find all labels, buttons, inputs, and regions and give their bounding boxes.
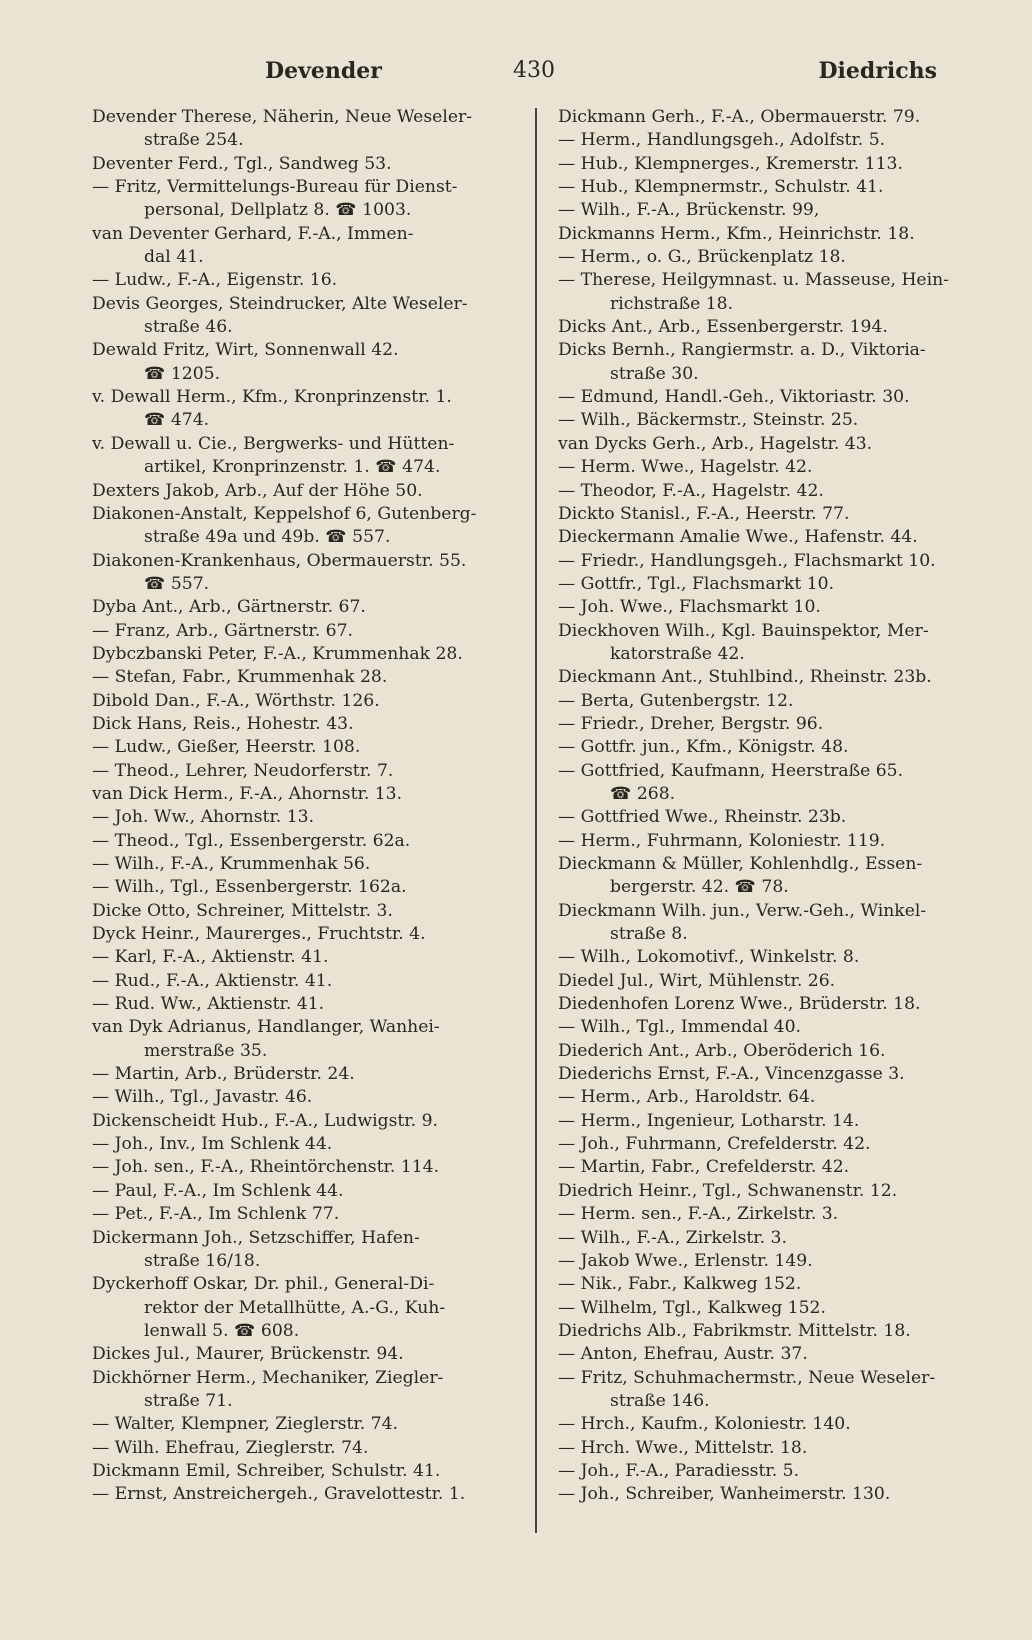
directory-entry-line: Dieckmann Wilh. jun., Verw.-Geh., Winkel- <box>558 900 927 921</box>
directory-entry-line: — Hrch., Kaufm., Koloniestr. 140. <box>558 1414 851 1435</box>
directory-entry-line: — Wilh., F.-A., Zirkelstr. 3. <box>558 1227 787 1248</box>
directory-entry-line: — Joh. sen., F.-A., Rheintörchenstr. 114. <box>92 1157 440 1178</box>
directory-entry-line: — Joh., Inv., Im Schlenk 44. <box>92 1134 333 1155</box>
directory-entry-line: Diakonen-Krankenhaus, Obermauerstr. 55. <box>92 550 467 571</box>
directory-entry-line: — Herm. sen., F.-A., Zirkelstr. 3. <box>558 1204 839 1225</box>
entry-continuation-line: ☎ 268. <box>610 783 676 804</box>
directory-entry-line: — Walter, Klempner, Zieglerstr. 74. <box>92 1414 399 1435</box>
entry-continuation-line: straße 254. <box>144 130 244 151</box>
page-number: 430 <box>513 58 555 83</box>
directory-entry-line: — Wilh., Tgl., Essenbergerstr. 162a. <box>92 877 407 898</box>
directory-entry-line: — Hrch. Wwe., Mittelstr. 18. <box>558 1437 808 1458</box>
directory-entry-line: — Theod., Tgl., Essenbergerstr. 62a. <box>92 830 411 851</box>
directory-entry-line: — Berta, Gutenbergstr. 12. <box>558 690 794 711</box>
entry-continuation-line: personal, Dellplatz 8. ☎ 1003. <box>144 200 412 221</box>
directory-entry-line: Dickenscheidt Hub., F.-A., Ludwigstr. 9. <box>92 1110 438 1131</box>
header-right-word: Diedrichs <box>818 58 937 84</box>
directory-entry-line: — Herm., Fuhrmann, Koloniestr. 119. <box>558 830 886 851</box>
directory-entry-line: Dieckmann & Müller, Kohlenhdlg., Essen- <box>558 854 923 874</box>
entry-continuation-line: straße 71. <box>144 1390 233 1411</box>
directory-entry-line: — Herm. Wwe., Hagelstr. 42. <box>558 457 813 478</box>
directory-entry-line: Dicks Ant., Arb., Essenbergerstr. 194. <box>558 317 888 338</box>
directory-entry-line: — Therese, Heilgymnast. u. Masseuse, Hein- <box>558 270 949 291</box>
entry-continuation-line: artikel, Kronprinzenstr. 1. ☎ 474. <box>144 457 441 478</box>
directory-entry-line: Dicks Bernh., Rangiermstr. a. D., Viktoria- <box>558 340 926 361</box>
directory-entry-line: — Joh., Schreiber, Wanheimerstr. 130. <box>558 1484 891 1505</box>
directory-entry-line: — Wilh., Bäckermstr., Steinstr. 25. <box>558 410 859 431</box>
directory-entry-line: — Paul, F.-A., Im Schlenk 44. <box>92 1180 344 1201</box>
entry-continuation-line: merstraße 35. <box>144 1040 268 1061</box>
entry-continuation-line: rektor der Metallhütte, A.-G., Kuh- <box>144 1297 446 1318</box>
directory-entry-line: Diedel Jul., Wirt, Mühlenstr. 26. <box>558 970 836 991</box>
directory-entry-line: Dickmanns Herm., Kfm., Heinrichstr. 18. <box>558 223 915 244</box>
directory-entry-line: — Herm., Arb., Haroldstr. 64. <box>558 1087 816 1108</box>
directory-entry-line: Dickermann Joh., Setzschiffer, Hafen- <box>92 1227 420 1248</box>
directory-entry-line: Diederichs Ernst, F.-A., Vincenzgasse 3. <box>558 1064 905 1085</box>
entry-continuation-line: straße 46. <box>144 317 233 338</box>
directory-entry-line: Dexters Jakob, Arb., Auf der Höhe 50. <box>92 480 423 501</box>
directory-entry-line: Dibold Dan., F.-A., Wörthstr. 126. <box>92 690 380 711</box>
entry-continuation-line: ☎ 557. <box>144 573 210 594</box>
directory-entry-line: — Pet., F.-A., Im Schlenk 77. <box>92 1204 340 1225</box>
directory-entry-line: — Anton, Ehefrau, Austr. 37. <box>558 1344 808 1365</box>
directory-entry-line: Deventer Ferd., Tgl., Sandweg 53. <box>92 153 392 174</box>
entry-continuation-line: straße 49a und 49b. ☎ 557. <box>144 527 391 548</box>
directory-entry-line: Dyba Ant., Arb., Gärtnerstr. 67. <box>92 597 366 618</box>
directory-entry-line: — Friedr., Dreher, Bergstr. 96. <box>558 713 824 734</box>
entry-continuation-line: ☎ 474. <box>144 410 210 431</box>
directory-entry-line: — Ernst, Anstreichergeh., Gravelottestr. 1. <box>92 1484 466 1505</box>
directory-entry-line: — Wilh., Tgl., Immendal 40. <box>558 1017 801 1038</box>
directory-entry-line: — Hub., Klempnermstr., Schulstr. 41. <box>558 177 884 198</box>
directory-entry-line: Dick Hans, Reis., Hohestr. 43. <box>92 713 354 734</box>
header-left-word: Devender <box>265 58 382 84</box>
directory-entry-line: Dieckhoven Wilh., Kgl. Bauinspektor, Mer- <box>558 620 929 641</box>
directory-entry-line: — Ludw., Gießer, Heerstr. 108. <box>92 737 361 758</box>
directory-entry-line: Dyckerhoff Oskar, Dr. phil., General-Di- <box>92 1274 435 1295</box>
directory-entry-line: — Ludw., F.-A., Eigenstr. 16. <box>92 270 338 291</box>
directory-entry-line: — Fritz, Schuhmachermstr., Neue Weseler- <box>558 1367 936 1388</box>
directory-entry-line: — Karl, F.-A., Aktienstr. 41. <box>92 947 329 968</box>
directory-entry-line: Dickmann Emil, Schreiber, Schulstr. 41. <box>92 1460 441 1481</box>
directory-entry-line: Dickhörner Herm., Mechaniker, Ziegler- <box>92 1367 444 1388</box>
entry-continuation-line: straße 30. <box>610 363 699 384</box>
directory-entry-line: — Joh. Ww., Ahornstr. 13. <box>92 807 315 828</box>
entry-continuation-line: dal 41. <box>144 247 204 268</box>
directory-entry-line: Diedenhofen Lorenz Wwe., Brüderstr. 18. <box>558 994 921 1015</box>
directory-entry-line: — Wilh., F.-A., Krummenhak 56. <box>92 854 371 874</box>
directory-entry-line: Devender Therese, Näherin, Neue Weseler- <box>92 107 473 127</box>
directory-entry-line: — Gottfr. jun., Kfm., Königstr. 48. <box>558 737 849 758</box>
directory-entry-line: — Gottfr., Tgl., Flachsmarkt 10. <box>558 573 835 594</box>
directory-entry-line: Dickmann Gerh., F.-A., Obermauerstr. 79. <box>558 107 921 127</box>
directory-entry-line: Dyck Heinr., Maurerges., Fruchtstr. 4. <box>92 924 426 945</box>
page-header <box>95 58 937 98</box>
entry-continuation-line: straße 146. <box>610 1390 710 1411</box>
directory-entry-line: v. Dewall u. Cie., Bergwerks- und Hütten- <box>92 433 455 454</box>
directory-entry-line: — Stefan, Fabr., Krummenhak 28. <box>92 667 388 688</box>
directory-entry-line: — Wilh., Tgl., Javastr. 46. <box>92 1087 313 1108</box>
entry-continuation-line: lenwall 5. ☎ 608. <box>144 1320 300 1341</box>
directory-entry-line: Dickes Jul., Maurer, Brückenstr. 94. <box>92 1344 404 1365</box>
directory-entry-line: Dybczbanski Peter, F.-A., Krummenhak 28. <box>92 643 463 664</box>
directory-entry-line: — Gottfried Wwe., Rheinstr. 23b. <box>558 807 847 828</box>
directory-entry-line: van Deventer Gerhard, F.-A., Immen- <box>92 223 414 244</box>
right-column <box>558 106 983 1507</box>
directory-entry-line: — Nik., Fabr., Kalkweg 152. <box>558 1274 802 1295</box>
directory-entry-line: — Wilh., Lokomotivf., Winkelstr. 8. <box>558 947 860 968</box>
directory-entry-line: — Fritz, Vermittelungs-Bureau für Dienst- <box>92 177 458 198</box>
directory-entry-line: — Wilh., F.-A., Brückenstr. 99, <box>558 200 820 221</box>
directory-entry-line: Diakonen-Anstalt, Keppelshof 6, Gutenberg- <box>92 503 477 524</box>
directory-entry-line: — Joh. Wwe., Flachsmarkt 10. <box>558 597 821 618</box>
directory-entry-line: — Herm., Ingenieur, Lotharstr. 14. <box>558 1110 860 1131</box>
directory-entry-line: Devis Georges, Steindrucker, Alte Weseler- <box>92 293 468 314</box>
directory-entry-line: — Joh., F.-A., Paradiesstr. 5. <box>558 1460 800 1481</box>
directory-entry-line: — Herm., o. G., Brückenplatz 18. <box>558 247 846 268</box>
directory-entry-line: van Dyk Adrianus, Handlanger, Wanhei- <box>92 1017 440 1038</box>
entry-continuation-line: bergerstr. 42. ☎ 78. <box>610 877 789 898</box>
directory-entry-line: — Theodor, F.-A., Hagelstr. 42. <box>558 480 824 501</box>
entry-continuation-line: katorstraße 42. <box>610 643 745 664</box>
directory-entry-line: Dewald Fritz, Wirt, Sonnenwall 42. <box>92 340 399 361</box>
directory-entry-line: — Friedr., Handlungsgeh., Flachsmarkt 10. <box>558 550 936 571</box>
directory-entry-line: — Edmund, Handl.-Geh., Viktoriastr. 30. <box>558 387 910 408</box>
directory-entry-line: — Gottfried, Kaufmann, Heerstraße 65. <box>558 760 904 781</box>
directory-entry-line: — Hub., Klempnerges., Kremerstr. 113. <box>558 153 903 174</box>
directory-entry-line: — Franz, Arb., Gärtnerstr. 67. <box>92 620 353 641</box>
directory-entry-line: Dickto Stanisl., F.-A., Heerstr. 77. <box>558 503 850 524</box>
directory-entry-line: — Martin, Fabr., Crefelderstr. 42. <box>558 1157 850 1178</box>
directory-entry-line: — Rud. Ww., Aktienstr. 41. <box>92 994 325 1015</box>
directory-entry-line: Dieckermann Amalie Wwe., Hafenstr. 44. <box>558 527 918 548</box>
directory-entry-line: Diedrich Heinr., Tgl., Schwanenstr. 12. <box>558 1180 898 1201</box>
directory-entry-line: van Dycks Gerh., Arb., Hagelstr. 43. <box>558 433 873 454</box>
directory-entry-line: — Jakob Wwe., Erlenstr. 149. <box>558 1250 813 1271</box>
directory-entry-line: Dieckmann Ant., Stuhlbind., Rheinstr. 23b. <box>558 667 932 688</box>
left-column <box>92 106 512 1507</box>
directory-entry-line: — Joh., Fuhrmann, Crefelderstr. 42. <box>558 1134 871 1155</box>
directory-entry-line: — Rud., F.-A., Aktienstr. 41. <box>92 970 333 991</box>
directory-entry-line: — Herm., Handlungsgeh., Adolfstr. 5. <box>558 130 886 151</box>
column-divider <box>535 108 537 1533</box>
directory-entry-line: van Dick Herm., F.-A., Ahornstr. 13. <box>92 783 403 804</box>
directory-entry-line: — Martin, Arb., Brüderstr. 24. <box>92 1064 355 1085</box>
directory-entry-line: — Theod., Lehrer, Neudorferstr. 7. <box>92 760 394 781</box>
entry-continuation-line: richstraße 18. <box>610 293 734 314</box>
directory-entry-line: Dicke Otto, Schreiner, Mittelstr. 3. <box>92 900 393 921</box>
directory-entry-line: v. Dewall Herm., Kfm., Kronprinzenstr. 1. <box>92 387 452 408</box>
directory-entry-line: — Wilh. Ehefrau, Zieglerstr. 74. <box>92 1437 369 1458</box>
entry-continuation-line: straße 16/18. <box>144 1250 261 1271</box>
directory-entry-line: Diedrichs Alb., Fabrikmstr. Mittelstr. 18. <box>558 1320 911 1341</box>
directory-entry-line: Diederich Ant., Arb., Oberöderich 16. <box>558 1040 886 1061</box>
directory-entry-line: — Wilhelm, Tgl., Kalkweg 152. <box>558 1297 826 1318</box>
entry-continuation-line: straße 8. <box>610 924 688 945</box>
entry-continuation-line: ☎ 1205. <box>144 363 221 384</box>
